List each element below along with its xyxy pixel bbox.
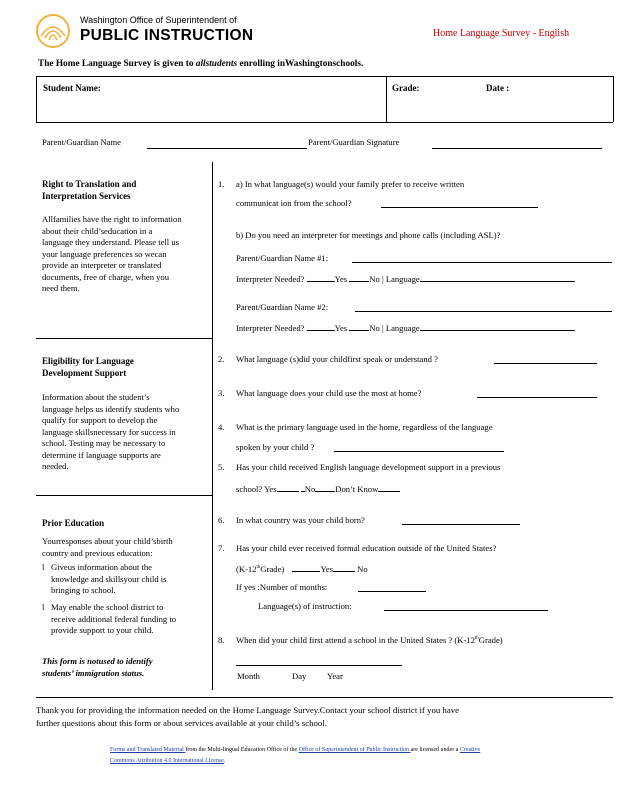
q2-answer-field[interactable] — [494, 363, 597, 364]
prior-education-body: Yourresponses about your child’sbirth country and previous education: — [42, 536, 173, 558]
q5-number: 5. — [218, 462, 225, 472]
logo-top-text: Washington Office of Superintendent of — [80, 15, 237, 25]
thank-you-text: Thank you for providing the information needed on the Home Language Survey.Contact your school district if you have further questions about this form or about services available at your child’s school. — [36, 705, 460, 728]
logo-bottom-text: PUBLIC INSTRUCTION — [80, 27, 254, 44]
interp1-no-field[interactable] — [349, 272, 369, 282]
interp2-row: Interpreter Needed? Yes No | Language — [236, 321, 575, 333]
q5-text: Has your child received English language development support in a previous — [236, 462, 501, 472]
q8-month-label: Month — [237, 671, 260, 681]
ospi-logo-icon — [36, 14, 70, 48]
q5-dont-know-field[interactable] — [378, 482, 400, 492]
q7-yes-field[interactable] — [292, 562, 320, 572]
q3-answer-field[interactable] — [477, 397, 597, 398]
q4-text-2: spoken by your child ? — [236, 442, 315, 452]
q4-answer-field[interactable] — [334, 451, 504, 452]
prior-bullet-2: l May enable the school district to receive additional federal funding to provide support to your child. — [42, 602, 177, 635]
q8-number: 8. — [218, 635, 225, 645]
student-name-label: Student Name: — [43, 83, 101, 93]
interp2-yes-field[interactable] — [307, 321, 335, 331]
q8-date-field[interactable] — [236, 665, 402, 666]
prior-education-title: Prior Education — [42, 518, 105, 528]
q7-answer-row: (K-12thGrade) Yes No — [236, 564, 368, 574]
q7-language-field[interactable] — [384, 610, 548, 611]
eligibility-body: Information about the student’s language helps us identify students who qualify for support to develop the language skillsnecessary for success in school. Testing may be necessary to determine if language supports are needed. — [42, 392, 180, 471]
q1a-answer-field[interactable] — [381, 207, 538, 208]
q7-no-field[interactable] — [333, 562, 355, 572]
forms-link[interactable]: Forms and Translated Material — [110, 747, 186, 753]
rights-body: Allfamilies have the right to information about their child’seducation in a language they understand. Please tell us your language preferences so wecan provide an interpreter or translated documents, free of charge, when you need them. — [42, 214, 182, 293]
creative-link[interactable]: Creative — [459, 747, 481, 753]
pg1-label: Parent/Guardian Name #1: — [236, 253, 329, 263]
interp2-no-field[interactable] — [349, 321, 369, 331]
rights-title: Right to Translation and Interpretation Services — [42, 179, 137, 201]
q1a-text-2: communicat ion from the school? — [236, 198, 352, 208]
q6-text: In what country was your child born? — [236, 515, 365, 525]
parent-name-label: Parent/Guardian Name — [42, 137, 121, 147]
q8-text: When did your child first attend a school in the United States ? (K-12thGrade) — [236, 635, 503, 645]
q1a-text: a) In what language(s) would your family prefer to receive written — [236, 179, 465, 189]
q6-answer-field[interactable] — [402, 524, 520, 525]
intro-text: The Home Language Survey is given to allstudents enrolling inWashingtonschools. — [38, 59, 364, 69]
q7-language-label: Language(s) of instruction: — [258, 601, 352, 611]
q3-text: What language does your child use the most at home? — [236, 388, 422, 398]
q7-number: 7. — [218, 543, 225, 553]
survey-title: Home Language Survey - English — [433, 28, 570, 39]
grade-label: Grade: — [392, 83, 420, 93]
q4-number: 4. — [218, 422, 225, 432]
interp1-yes-field[interactable] — [307, 272, 335, 282]
interp1-row: Interpreter Needed? Yes No | Language — [236, 272, 575, 284]
q2-text: What language (s)did your childfirst speak or understand ? — [236, 354, 438, 364]
date-label: Date : — [486, 83, 510, 93]
q6-number: 6. — [218, 515, 225, 525]
pg2-label: Parent/Guardian Name #2: — [236, 302, 329, 312]
q8-day-label: Day — [292, 671, 307, 681]
license-link[interactable]: Commons Attribution 4.0 International License — [110, 758, 224, 764]
interp1-language-field[interactable] — [420, 272, 575, 282]
q7-months-field[interactable] — [358, 591, 426, 592]
pg1-name-field[interactable] — [352, 262, 612, 263]
immigration-note: This form is notused to identify students’ immigration status. — [42, 656, 153, 678]
parent-signature-label: Parent/Guardian Signature — [308, 137, 400, 147]
q1-number: 1. — [218, 179, 225, 189]
q7-months-label: If yes :Number of months: — [236, 582, 328, 592]
q5-no-field[interactable] — [315, 482, 335, 492]
q3-number: 3. — [218, 388, 225, 398]
q7-text: Has your child ever received formal education outside of the United States? — [236, 543, 497, 553]
eligibility-title: Eligibility for Language Development Support — [42, 356, 134, 378]
q1b-text: b) Do you need an interpreter for meetings and phone calls (including ASL)? — [236, 230, 501, 240]
q8-year-label: Year — [327, 671, 343, 681]
ospi-link[interactable]: Office of Superintendent of Public Instruction — [298, 747, 411, 753]
pg2-name-field[interactable] — [355, 311, 612, 312]
interp2-language-field[interactable] — [420, 321, 575, 331]
q4-text: What is the primary language used in the home, regardless of the language — [236, 422, 493, 432]
license-text: Forms and Translated Material from the Multi-lingual Education Office of the Office of Superintendent of Public Instruction are licensed under a Creative Commons Attribution 4.0 International License. — [110, 747, 481, 764]
q2-number: 2. — [218, 354, 225, 364]
prior-bullet-1: l Giveus information about the knowledge and skillsyour child is bringing to school. — [42, 562, 167, 595]
q5-yes-field[interactable] — [277, 482, 299, 492]
q5-answer-row: school? Yes No Don’t Know — [236, 482, 400, 494]
